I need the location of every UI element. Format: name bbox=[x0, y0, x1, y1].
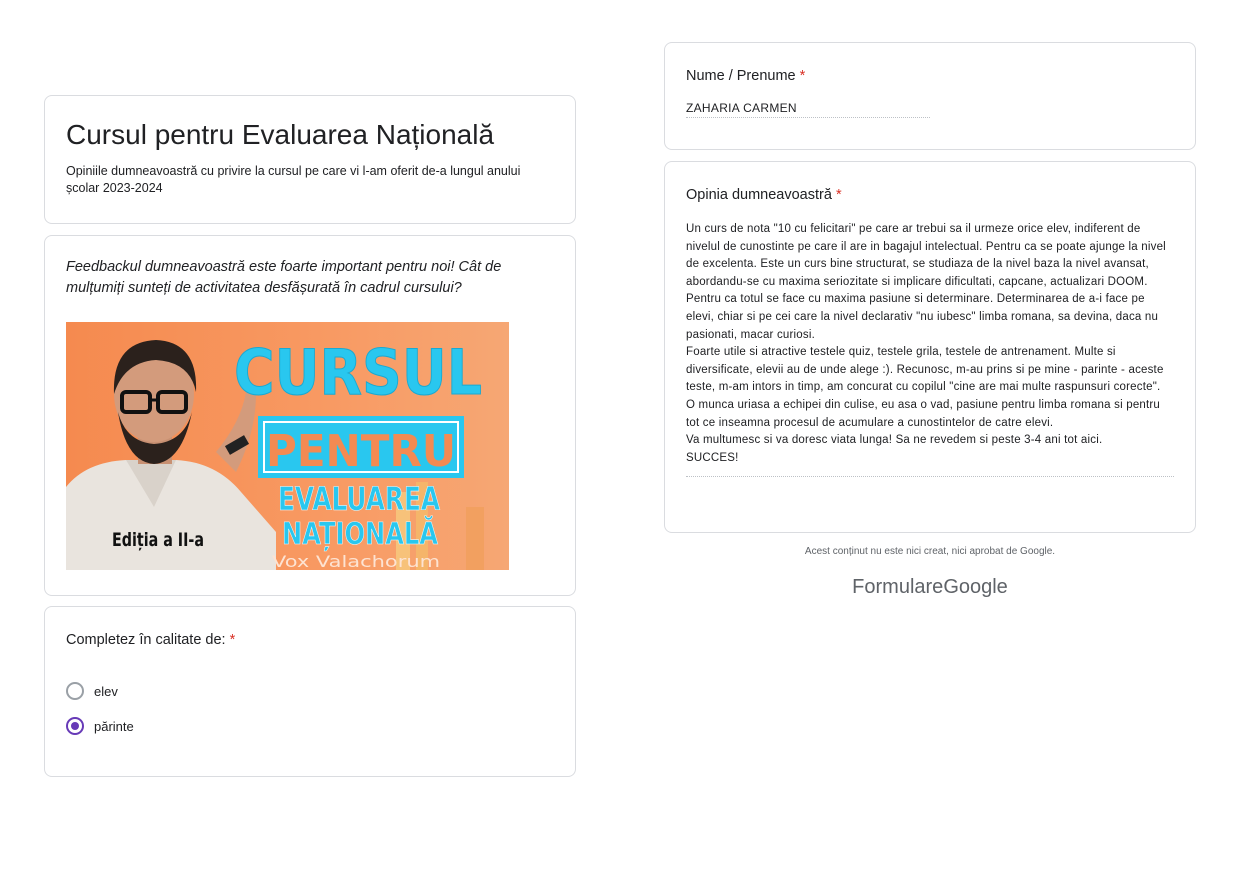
radio-option-label: elev bbox=[94, 683, 118, 699]
opinion-question-label: Opinia dumneavoastră bbox=[686, 187, 832, 203]
opinion-question-card bbox=[664, 161, 1196, 533]
banner-brand-text: Vox Valachorum bbox=[272, 552, 440, 570]
radio-button-unchecked[interactable] bbox=[66, 682, 84, 700]
course-banner-image bbox=[66, 322, 509, 570]
role-question-card bbox=[44, 606, 576, 777]
radio-option-label: părinte bbox=[94, 718, 134, 734]
banner-line1-text: CURSUL bbox=[234, 336, 482, 409]
name-question-title bbox=[686, 67, 1174, 85]
name-question-card bbox=[664, 42, 1196, 150]
required-asterisk: * bbox=[835, 187, 842, 203]
banner-edition-text: Ediția a II-a bbox=[112, 529, 204, 551]
form-header-card bbox=[44, 95, 576, 224]
google-forms-logo[interactable] bbox=[664, 576, 1196, 599]
banner-line2-text: PENTRU bbox=[266, 426, 456, 477]
image-section-card bbox=[44, 235, 576, 596]
opinion-answer-field[interactable]: Un curs de nota "10 cu felicitari" pe care ar trebui sa il urmeze orice elev, indiferent de nivelul de cunostinte pe care il are in bagajul intelectual. Pentru ca se poate ajunge la nivel de excelenta. Este un curs bine structurat, se studiaza de la nivel baza la nivel avansat, abordandu-se cu maxima seriozitate si implicare dificultati, capcane, actualizari DOOM. Pentru ca totul se face cu maxima pasiune si determinare. Determinarea de a-i face pe elevi, chiar si pe cei care la nivel declarativ "nu iubesc" limba romana, sa devina, daca nu pasionati, macar curiosi. Foarte utile si atractive testele quiz, testele grila, testele de antrenament. Multe si diversificate, elevii au de unde alege :). Recunosc, m-au prins si pe mine - parinte - aceste teste, m-am intors in timp, am concurat cu copilul "cine are mai multe raspunsuri corecte". O munca uriasa a echipei din culise, eu asa o vad, pasiune pentru limba romana si pentru tot ce inseamna procesul de acumulare a cunostintelor de catre elevi. Va multumesc si va doresc viata lunga! Sa ne revedem si peste 3-4 ani tot aici. SUCCES! bbox=[686, 221, 1174, 477]
required-asterisk: * bbox=[229, 632, 236, 648]
radio-button-checked[interactable] bbox=[66, 717, 84, 735]
form-title: Cursul pentru Evaluarea Națională bbox=[66, 119, 495, 150]
name-question-label: Nume / Prenume bbox=[686, 68, 796, 84]
required-asterisk: * bbox=[799, 68, 806, 84]
opinion-question-title bbox=[686, 186, 1174, 204]
form-description: Opiniile dumneavoastră cu privire la cursul pe care vi l-am oferit de-a lungul anului școlar 2023-2024 bbox=[66, 164, 521, 195]
radio-option-elev[interactable] bbox=[66, 682, 118, 700]
radio-option-parinte[interactable] bbox=[66, 717, 134, 735]
google-disclaimer: Acest conținut nu este nici creat, nici aprobat de Google. bbox=[804, 546, 1056, 557]
image-section-question: Feedbackul dumneavoastră este foarte important pentru noi! Cât de mulțumiți sunteți de activitatea desfășurată în cadrul cursului? bbox=[66, 259, 502, 296]
banner-line3-text: EVALUAREA bbox=[278, 480, 441, 518]
role-question-label: Completez în calitate de: bbox=[66, 632, 226, 648]
role-question-title bbox=[66, 631, 554, 649]
brand-prefix: Formulare bbox=[852, 576, 944, 598]
name-answer-field[interactable]: ZAHARIA CARMEN bbox=[686, 100, 930, 118]
brand-google: Google bbox=[943, 576, 1008, 598]
banner-line4-text: NAȚIONALĂ bbox=[282, 517, 476, 552]
